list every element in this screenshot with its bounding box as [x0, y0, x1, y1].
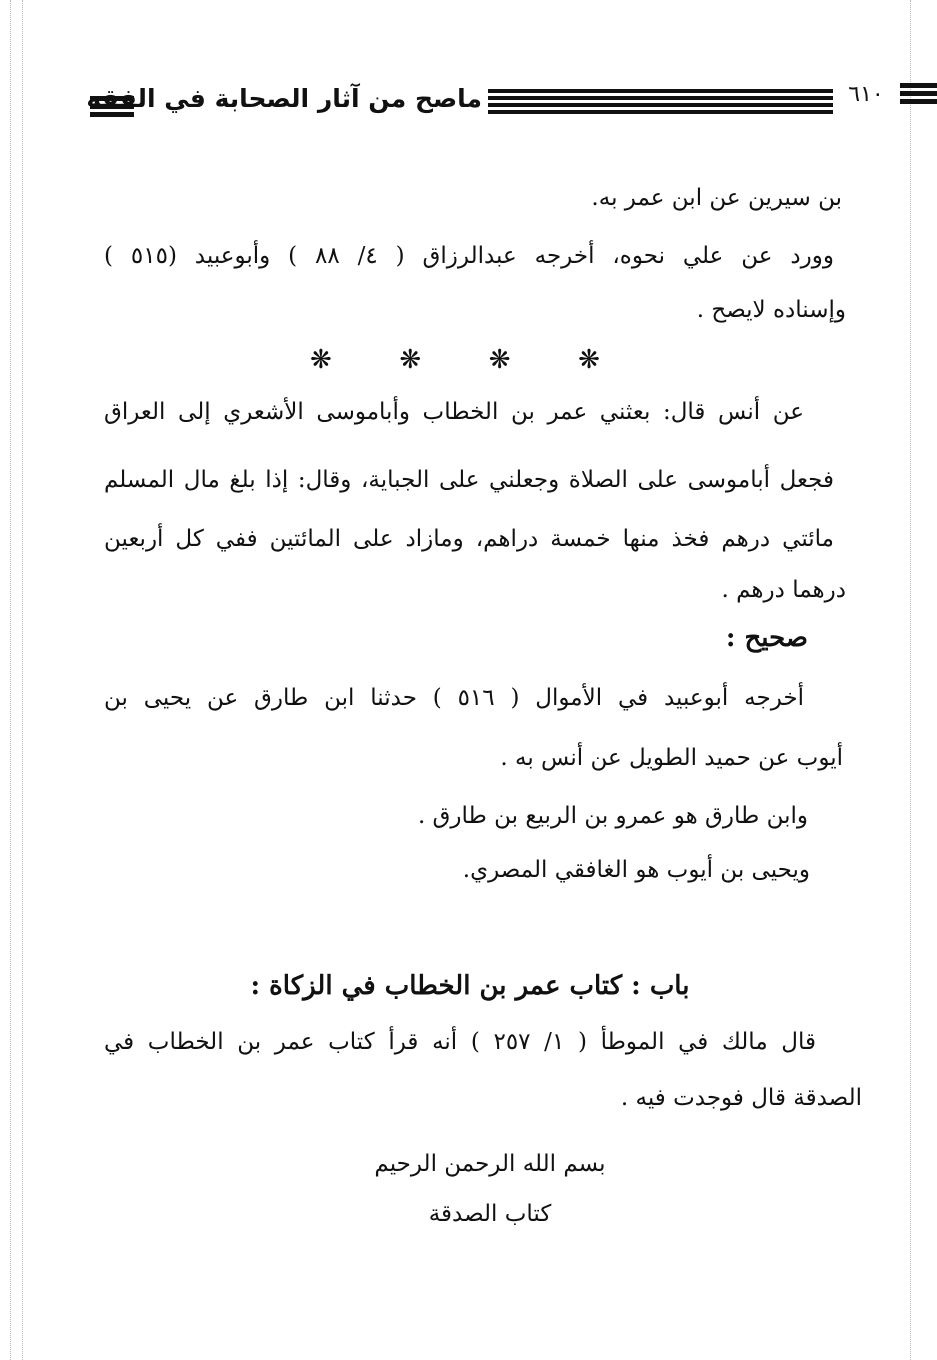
star-ornament-icon: ❋: [488, 345, 511, 375]
text-line: وإسناده لايصح .: [696, 297, 846, 323]
text-line: مائتي درهم فخذ منها خمسة دراهم، ومازاد على المائتين ففي كل أربعين: [104, 526, 834, 552]
section-heading: صحيح :: [725, 623, 808, 653]
page-header: [86, 76, 884, 126]
text-line: الصدقة قال فوجدت فيه .: [620, 1085, 862, 1111]
basmala-line: بسم الله الرحمن الرحيم: [374, 1151, 606, 1177]
text-line: أيوب عن حميد الطويل عن أنس به .: [500, 745, 843, 771]
text-line: ويحيى بن أيوب هو الغافقي المصري.: [462, 857, 810, 883]
star-ornament-icon: ❋: [310, 345, 332, 375]
text-line: وابن طارق هو عمرو بن الربيع بن طارق .: [417, 803, 808, 829]
chapter-heading: باب : كتاب عمر بن الخطاب في الزكاة :: [250, 971, 690, 1001]
text-line: عن أنس قال: بعثني عمر بن الخطاب وأباموسى الأشعري إلى العراق: [104, 399, 804, 425]
left-margin-guide: [10, 0, 11, 1360]
text-line: فجعل أباموسى على الصلاة وجعلني على الجباية، وقال: إذا بلغ مال المسلم: [104, 467, 834, 493]
left-margin-guide-2: [22, 0, 23, 1360]
text-line: درهما درهم .: [721, 577, 846, 603]
page-number: ٦١٠: [848, 82, 884, 107]
star-ornament-icon: ❋: [578, 345, 600, 375]
text-line: وورد عن علي نحوه، أخرجه عبدالرزاق ( ٤/ ٨٨ ) وأبوعبيد (٥١٥ ): [104, 243, 834, 269]
text-line: قال مالك في الموطأ ( ١/ ٢٥٧ ) أنه قرأ كتاب عمر بن الخطاب في: [104, 1029, 816, 1055]
right-margin-guide: [910, 0, 911, 1360]
text-line: أخرجه أبوعبيد في الأموال ( ٥١٦ ) حدثنا ابن طارق عن يحيى بن: [104, 685, 804, 711]
header-rule-middle: [488, 89, 833, 117]
text-line: بن سيرين عن ابن عمر به.: [591, 185, 842, 211]
star-ornament-icon: ❋: [399, 345, 422, 375]
section-separator: [310, 340, 600, 380]
running-title: ماصح من آثار الصحابة في الفقه: [86, 84, 482, 113]
header-rule-right: [900, 83, 937, 107]
book-title-line: كتاب الصدقة: [428, 1201, 552, 1227]
